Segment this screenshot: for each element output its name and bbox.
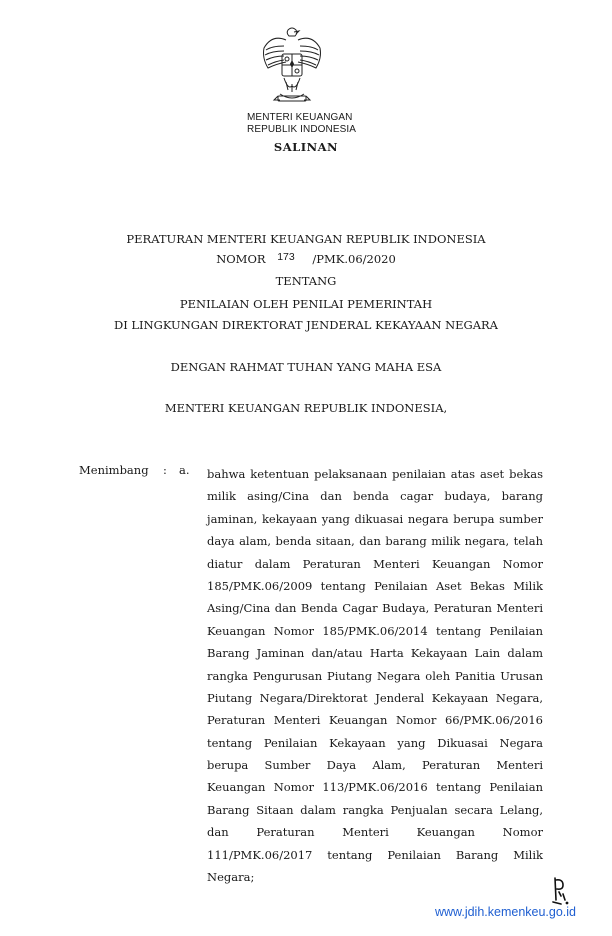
paragraph-line: berupa Sumber Daya Alam, Peraturan Menteri (207, 758, 543, 773)
paragraph-line: milik asing/Cina dan benda cagar budaya, barang (207, 489, 543, 504)
menimbang-label: Menimbang (79, 463, 149, 477)
nomor-value: 173 (277, 251, 295, 263)
paragraph-line: dan Peraturan Menteri Keuangan Nomor (207, 825, 543, 840)
tentang-label: TENTANG (275, 274, 337, 288)
paragraph-line: daya alam, benda sitaan, dan barang milik negara, telah (207, 534, 543, 549)
paragraph-line: jaminan, kekayaan yang dikuasai negara berupa sumber (207, 511, 543, 526)
paragraph-line: Keuangan Nomor 113/PMK.06/2016 tentang Penilaian (207, 780, 543, 795)
nomor-suffix: /PMK.06/2020 (312, 252, 396, 266)
institution-header (247, 112, 356, 136)
item-letter: a. (179, 463, 190, 477)
copy-label: SALINAN (273, 140, 339, 154)
institution-line2: REPUBLIK INDONESIA (247, 124, 357, 135)
nomor-label: NOMOR (216, 252, 266, 266)
regulation-number (0, 252, 612, 267)
paragraph-line: rangka Pengurusan Piutang Negara oleh Panitia Urusan (207, 668, 543, 683)
paragraph-line: Barang Jaminan dan/atau Harta Kekayaan Lain dalam (207, 646, 543, 661)
signature-icon (549, 876, 571, 906)
menimbang-paragraph (207, 463, 543, 888)
paragraph-line: Asing/Cina dan Benda Cagar Budaya, Peraturan Menteri (207, 601, 543, 616)
paragraph-line: 111/PMK.06/2017 tentang Penilaian Barang Milik (207, 847, 543, 862)
minister-line: MENTERI KEUANGAN REPUBLIK INDONESIA, (164, 401, 448, 415)
subject-line2: DI LINGKUNGAN DIREKTORAT JENDERAL KEKAYAAN NEGARA (114, 318, 498, 332)
paragraph-line: 185/PMK.06/2009 tentang Penilaian Aset Bekas Milik (207, 578, 543, 593)
paragraph-line: bahwa ketentuan pelaksanaan penilaian atas aset bekas (207, 467, 543, 481)
regulation-title: PERATURAN MENTERI KEUANGAN REPUBLIK INDONESIA (126, 232, 486, 246)
paragraph-line: diatur dalam Peraturan Menteri Keuangan Nomor (207, 556, 543, 571)
garuda-emblem-icon (258, 24, 326, 108)
paragraph-line: Piutang Negara/Direktorat Jenderal Kekayaan Negara, (207, 690, 543, 705)
rahmat-line: DENGAN RAHMAT TUHAN YANG MAHA ESA (170, 360, 442, 374)
paragraph-line: tentang Penilaian Kekayaan yang Dikuasai Negara (207, 735, 543, 750)
paragraph-line: Peraturan Menteri Keuangan Nomor 66/PMK.06/2016 (207, 713, 543, 728)
website-link[interactable]: www.jdih.kemenkeu.go.id (434, 905, 576, 919)
institution-line1: MENTERI KEUANGAN (247, 112, 353, 123)
menimbang-colon: : (163, 463, 167, 477)
subject-line1: PENILAIAN OLEH PENILAI PEMERINTAH (179, 297, 433, 311)
paragraph-line: Negara; (207, 870, 255, 885)
paragraph-line: Keuangan Nomor 185/PMK.06/2014 tentang Penilaian (207, 623, 543, 638)
paragraph-line: Barang Sitaan dalam rangka Penjualan secara Lelang, (207, 802, 543, 817)
